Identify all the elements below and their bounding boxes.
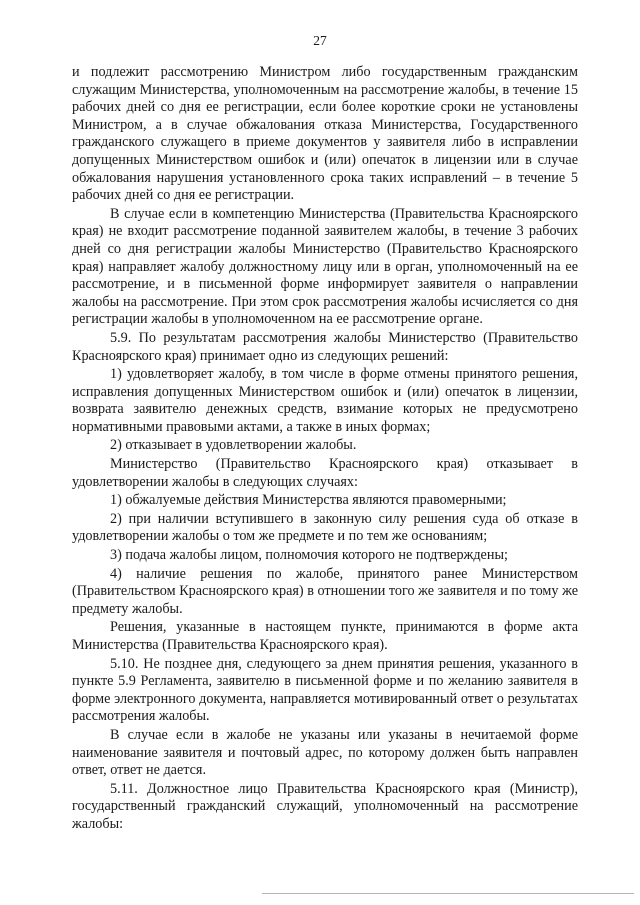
list-item-unconfirmed-authority: 3) подача жалобы лицом, полномочия которого не подтверждены; <box>110 547 508 564</box>
document-body <box>72 64 578 834</box>
list-item-prior-decision: 4) наличие решения по жалобе, принятого ранее Министерством (Правительством Красноярского края) в отношении того же заявителя и по тому же предмету жалобы. <box>72 565 578 617</box>
list-item-court-decision: 2) при наличии вступившего в законную силу решения суда об отказе в удовлетворении жалобы о том же предмете и по тем же основаниям; <box>72 510 578 545</box>
paragraph-refusal-cases: Министерство (Правительство Красноярского края) отказывает в удовлетворении жалобы в следующих случаях: <box>72 456 578 490</box>
paragraph-5-10: 5.10. Не позднее дня, следующего за днем принятия решения, указанного в пункте 5.9 Регламента, заявителю в письменной форме и по желанию заявителя в форме электронного документа, направляется мотивированный ответ о результатах рассмотрения жалобы. <box>72 655 578 725</box>
list-item-lawful-actions: 1) обжалуемые действия Министерства являются правомерными; <box>110 492 507 509</box>
paragraph-no-answer: В случае если в жалобе не указаны или указаны в нечитаемой форме наименование заявителя и почтовый адрес, по которому должен быть направлен ответ, ответ не дается. <box>72 726 578 779</box>
list-item-refuse: 2) отказывает в удовлетворении жалобы. <box>110 437 357 454</box>
paragraph-redirect-complaint: В случае если в компетенцию Министерства (Правительства Красноярского края) не входит рассмотрение поданной заявителем жалобы, в течение 3 рабочих дней со дня регистрации жалобы Министерство (Правительство Красноярского края) направляет жалобу должностному лицу или в орган, уполномоченный на ее рассмотрение, и в письменной форме информирует заявителя о направлении жалобы на рассмотрение. При этом срок рассмотрения жалобы исчисляется со дня регистрации жалобы в уполномоченном на ее рассмотрение органе. <box>72 205 578 328</box>
paragraph-review-terms: и подлежит рассмотрению Министром либо государственным гражданским служащим Министерства, уполномоченным на рассмотрение жалобы, в течение 15 рабочих дней со дня ее регистрации, если более короткие сроки не установлены Министром, а в случае обжалования отказа Министерства, Государственного гражданского служащего в приеме документов у заявителя либо в исправлении допущенных Министерством ошибок и (или) опечаток в лицензии или в случае обжалования нарушения установленного срока таких исправлений – в течение 5 рабочих дней со дня ее регистрации. <box>72 64 578 204</box>
footer-divider <box>262 893 634 894</box>
list-item-satisfy: 1) удовлетворяет жалобу, в том числе в форме отмены принятого решения, исправления допущенных Министерством ошибок и (или) опечаток в лицензии, возврата заявителю денежных средств, взимание которых не предусмотрено нормативными правовыми актами, а также в иных формах; <box>72 366 578 435</box>
paragraph-5-9: 5.9. По результатам рассмотрения жалобы Министерство (Правительство Красноярского края) принимает одно из следующих решений: <box>72 329 578 364</box>
paragraph-5-11: 5.11. Должностное лицо Правительства Красноярского края (Министр), государственный гражданский служащий, уполномоченный на рассмотрение жалобы: <box>72 780 578 832</box>
paragraph-decision-form: Решения, указанные в настоящем пункте, принимаются в форме акта Министерства (Правительства Красноярского края). <box>72 619 578 653</box>
page-number: 27 <box>313 33 327 48</box>
